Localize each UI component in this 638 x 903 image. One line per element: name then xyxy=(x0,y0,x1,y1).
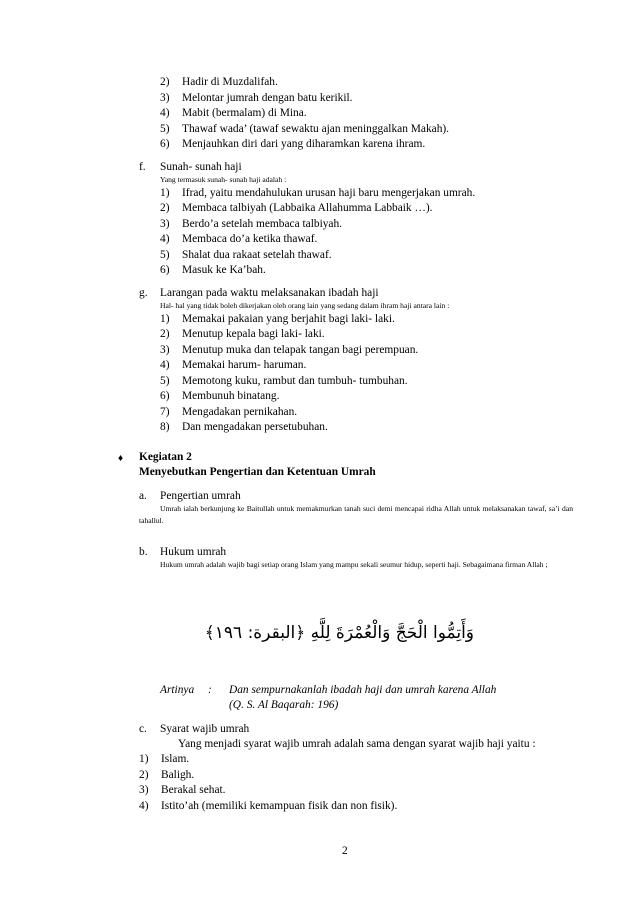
list-item: 5) Memotong kuku, rambut dan tumbuh- tumbuhan. xyxy=(160,375,408,387)
section-title: Sunah- sunah haji xyxy=(160,161,242,173)
list-item: 3) Berdo’a setelah membaca talbiyah. xyxy=(160,218,343,230)
section-letter: f. xyxy=(139,161,146,173)
page-number: 2 xyxy=(342,845,348,857)
list-item: 4) Istito’ah (memiliki kemampuan fisik dan non fisik). xyxy=(139,800,398,812)
arabic-verse xyxy=(204,620,474,648)
section-title: Larangan pada waktu melaksanakan ibadah haji xyxy=(160,287,379,299)
list-item: 2) Hadir di Muzdalifah. xyxy=(160,76,278,88)
list-item: 4) Membaca do’a ketika thawaf. xyxy=(160,233,318,245)
section-letter: a. xyxy=(139,490,147,502)
artinya-colon: : xyxy=(208,684,212,696)
list-item: 3) Melontar jumrah dengan batu kerikil. xyxy=(160,92,353,104)
list-item: 6) Membunuh binatang. xyxy=(160,390,280,402)
diamond-bullet-icon: ♦ xyxy=(118,453,124,464)
translation-reference: (Q. S. Al Baqarah: 196) xyxy=(229,699,339,711)
list-item: 7) Mengadakan pernikahan. xyxy=(160,406,298,418)
list-item: 2) Baligh. xyxy=(139,769,195,781)
artinya-label: Artinya xyxy=(160,684,195,696)
list-item: 4) Mabit (bermalam) di Mina. xyxy=(160,107,307,119)
section-body: Umrah ialah berkunjung ke Baitullah untuk memakmurkan tanah suci demi mencapai ridha Allah untuk melaksanakan tawaf, sa’i dan tahallul. xyxy=(139,504,573,525)
section-body: Hukum umrah adalah wajib bagi setiap orang Islam yang mampu sekali seumur hidup, seperti haji. Sebagaimana firman Allah ; xyxy=(160,560,548,569)
section-letter: g. xyxy=(139,287,148,299)
section-letter: c. xyxy=(139,723,147,735)
list-item: 1) Memakai pakaian yang berjahit bagi laki- laki. xyxy=(160,313,395,325)
section-title: Pengertian umrah xyxy=(160,490,241,502)
list-item: 8) Dan mengadakan persetubuhan. xyxy=(160,421,328,433)
list-item: 3) Berakal sehat. xyxy=(139,784,226,796)
section-intro: Hal- hal yang tidak boleh dikerjakan oleh orang lain yang sedang dalam ihram haji antara lain : xyxy=(160,301,450,310)
kegiatan-title: Kegiatan 2 xyxy=(139,451,192,463)
translation-line: Dan sempurnakanlah ibadah haji dan umrah karena Allah xyxy=(229,684,497,696)
section-intro: Yang menjadi syarat wajib umrah adalah sama dengan syarat wajib haji yaitu : xyxy=(178,738,536,750)
kegiatan-subtitle: Menyebutkan Pengertian dan Ketentuan Umrah xyxy=(139,466,376,478)
list-item: 2) Membaca talbiyah (Labbaika Allahumma Labbaik …). xyxy=(160,202,433,214)
list-item: 6) Menjauhkan diri dari yang diharamkan karena ihram. xyxy=(160,138,426,150)
list-item: 1) Islam. xyxy=(139,753,190,765)
section-title: Hukum umrah xyxy=(160,546,227,558)
list-item: 5) Shalat dua rakaat setelah thawaf. xyxy=(160,249,332,261)
section-intro: Yang termasuk sunah- sunah haji adalah : xyxy=(160,175,287,184)
list-item: 5) Thawaf wada’ (tawaf sewaktu ajan meninggalkan Makah). xyxy=(160,123,450,135)
section-title: Syarat wajib umrah xyxy=(160,723,250,735)
list-item: 1) Ifrad, yaitu mendahulukan urusan haji baru mengerjakan umrah. xyxy=(160,187,476,199)
list-item: 3) Menutup muka dan telapak tangan bagi perempuan. xyxy=(160,344,419,356)
arabic-verse-text: وَأَتِمُّوا الْحَجَّ وَالْعُمْرَةَ لِلَّهِ ﴿البقرة: ١٩٦﴾ xyxy=(204,623,474,643)
list-item: 6) Masuk ke Ka’bah. xyxy=(160,264,266,276)
list-item: 2) Menutup kepala bagi laki- laki. xyxy=(160,328,325,340)
list-item: 4) Memakai harum- haruman. xyxy=(160,359,307,371)
section-letter: b. xyxy=(139,546,148,558)
